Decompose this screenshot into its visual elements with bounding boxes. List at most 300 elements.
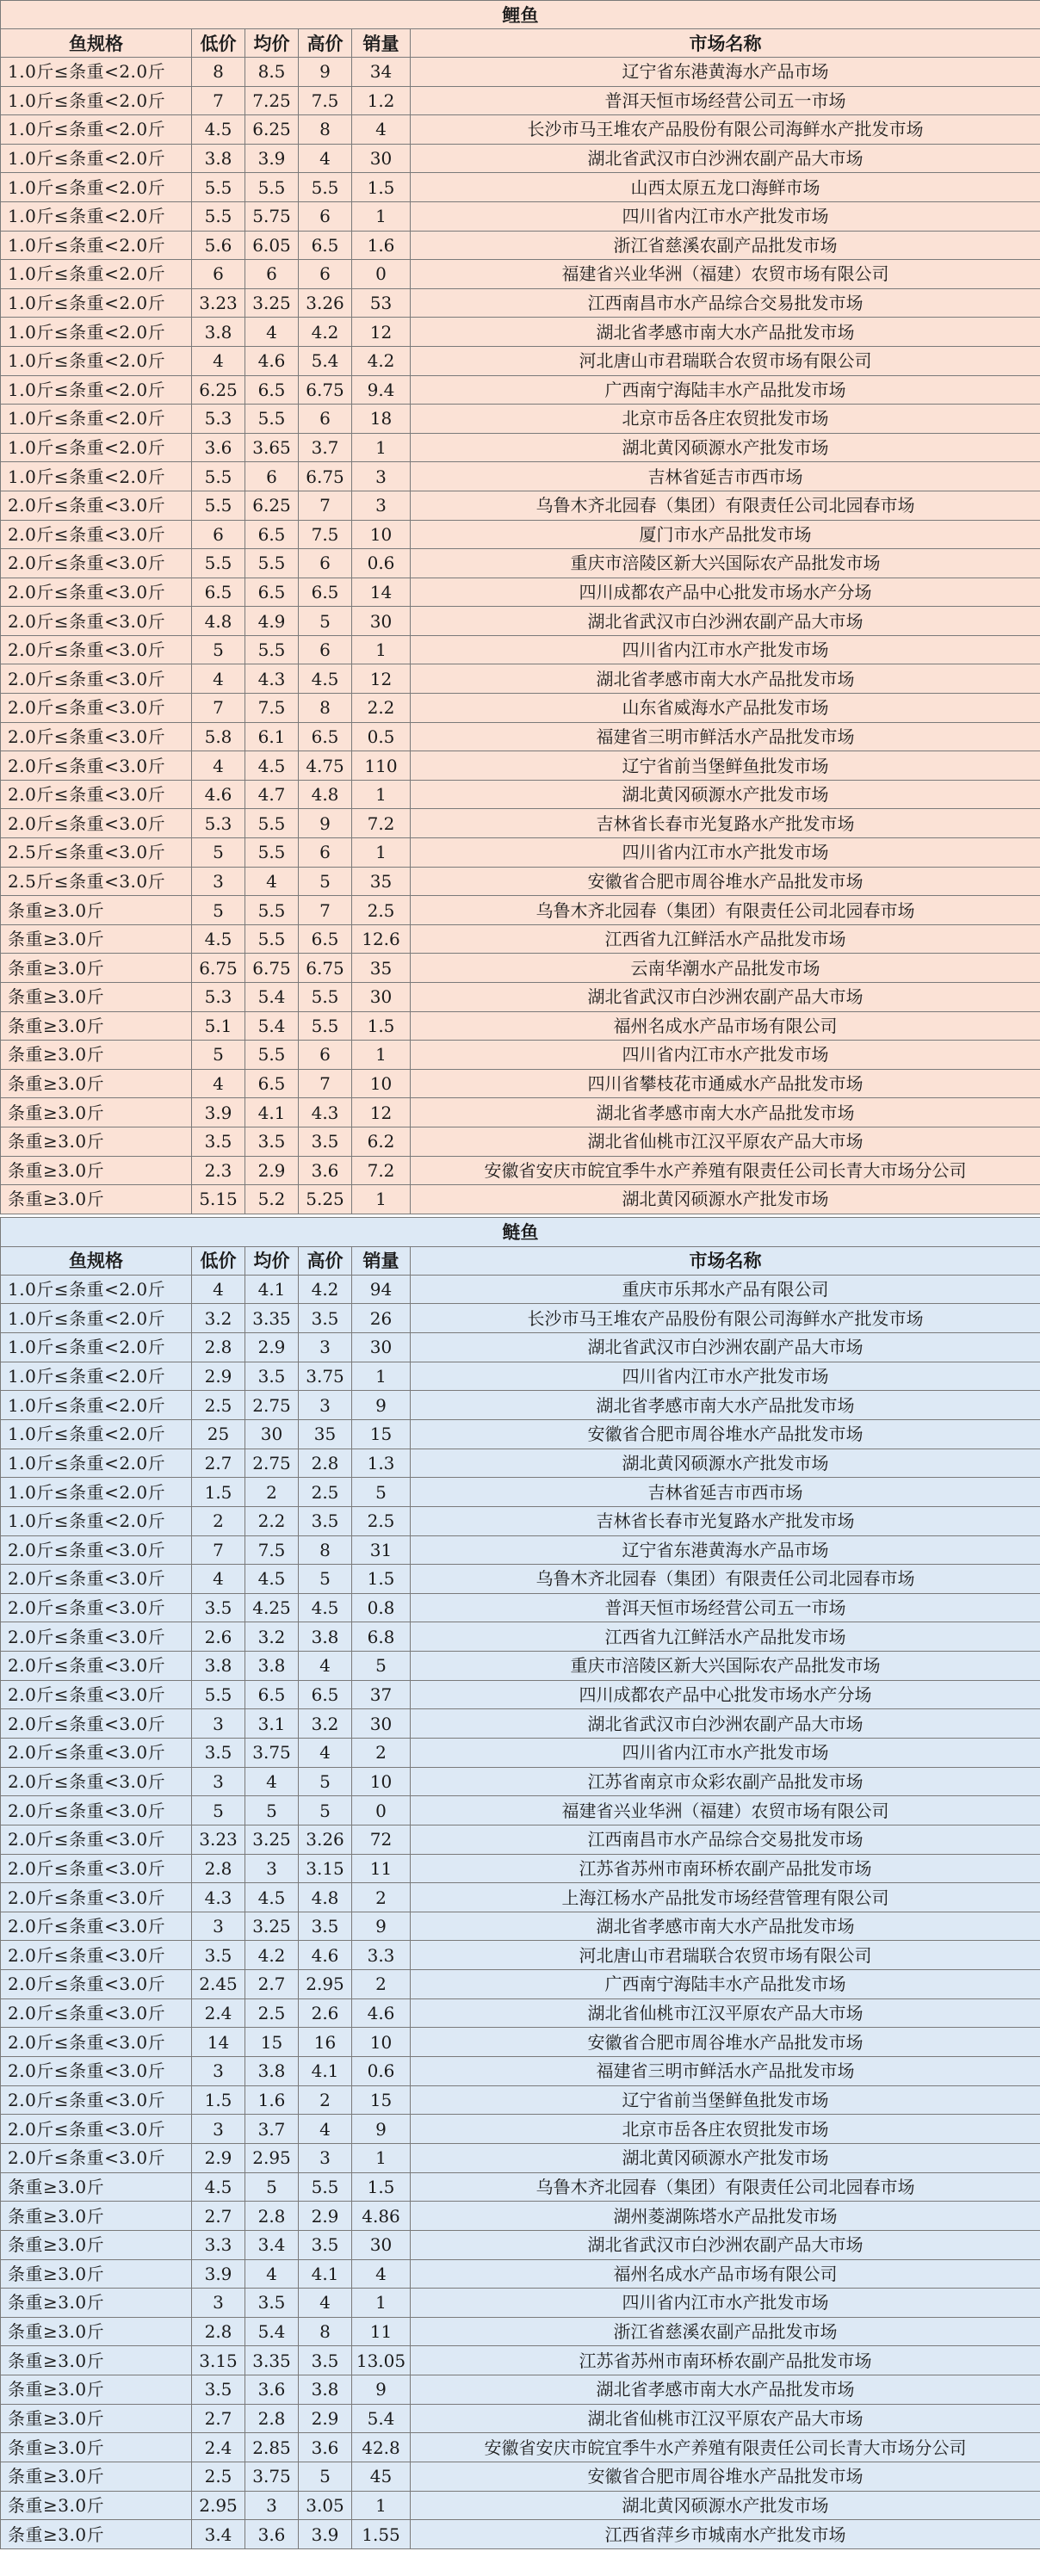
cell-avg-price: 3.4 xyxy=(245,2230,299,2259)
cell-spec: 2.0斤≤条重<3.0斤 xyxy=(1,1652,192,1681)
cell-avg-price: 4 xyxy=(245,1767,299,1796)
cell-volume: 30 xyxy=(352,1333,411,1362)
cell-volume: 15 xyxy=(352,1419,411,1449)
cell-market: 四川省攀枝花市通威水产品批发市场 xyxy=(411,1069,1040,1098)
table-row xyxy=(1,346,1040,375)
cell-high-price: 6.75 xyxy=(299,462,352,491)
cell-spec: 2.5斤≤条重<3.0斤 xyxy=(1,838,192,868)
cell-avg-price: 5.4 xyxy=(245,2317,299,2346)
cell-volume: 1.6 xyxy=(352,231,411,260)
cell-avg-price: 3.75 xyxy=(245,2462,299,2492)
cell-avg-price: 5.75 xyxy=(245,201,299,231)
table-row xyxy=(1,1825,1040,1854)
cell-low-price: 2.8 xyxy=(192,1854,245,1883)
table-row xyxy=(1,1680,1040,1709)
table-row xyxy=(1,1739,1040,1768)
cell-spec: 1.0斤≤条重<2.0斤 xyxy=(1,173,192,202)
cell-high-price: 8 xyxy=(299,2317,352,2346)
cell-spec: 条重≥3.0斤 xyxy=(1,2289,192,2318)
table-row xyxy=(1,983,1040,1012)
cell-market: 江西省九江鲜活水产品批发市场 xyxy=(411,1622,1040,1652)
cell-avg-price: 4.1 xyxy=(245,1098,299,1127)
cell-market: 乌鲁木齐北园春（集团）有限责任公司北园春市场 xyxy=(411,1565,1040,1594)
cell-market: 辽宁省前当堡鲜鱼批发市场 xyxy=(411,751,1040,781)
cell-high-price: 3.8 xyxy=(299,1622,352,1652)
cell-spec: 1.0斤≤条重<2.0斤 xyxy=(1,1362,192,1391)
cell-market: 福建省三明市鲜活水产品批发市场 xyxy=(411,2057,1040,2086)
cell-market: 重庆市涪陵区新大兴国际农产品批发市场 xyxy=(411,549,1040,578)
cell-low-price: 3.9 xyxy=(192,2259,245,2289)
table-row xyxy=(1,405,1040,434)
cell-high-price: 6 xyxy=(299,201,352,231)
cell-high-price: 3.7 xyxy=(299,433,352,462)
cell-market: 湖北省武汉市白沙洲农副产品大市场 xyxy=(411,1333,1040,1362)
cell-low-price: 3.15 xyxy=(192,2346,245,2375)
cell-high-price: 4 xyxy=(299,144,352,173)
cell-market: 湖北省孝感市南大水产品批发市场 xyxy=(411,1098,1040,1127)
cell-avg-price: 3.35 xyxy=(245,2346,299,2375)
cell-high-price: 4.5 xyxy=(299,1593,352,1622)
cell-low-price: 4.3 xyxy=(192,1883,245,1912)
cell-low-price: 3 xyxy=(192,2057,245,2086)
table-row xyxy=(1,1275,1040,1304)
cell-market: 湖北省武汉市白沙洲农副产品大市场 xyxy=(411,607,1040,636)
cell-spec: 1.0斤≤条重<2.0斤 xyxy=(1,1333,192,1362)
cell-spec: 条重≥3.0斤 xyxy=(1,2404,192,2433)
cell-spec: 2.0斤≤条重<3.0斤 xyxy=(1,1941,192,1970)
cell-avg-price: 3 xyxy=(245,2491,299,2520)
table-row xyxy=(1,375,1040,405)
cell-low-price: 6 xyxy=(192,260,245,289)
cell-market: 湖北黄冈硕源水产批发市场 xyxy=(411,2491,1040,2520)
cell-market: 湖北黄冈硕源水产批发市场 xyxy=(411,433,1040,462)
cell-high-price: 4.75 xyxy=(299,751,352,781)
cell-spec: 1.0斤≤条重<2.0斤 xyxy=(1,1304,192,1333)
cell-volume: 1.2 xyxy=(352,86,411,115)
cell-high-price: 5 xyxy=(299,1767,352,1796)
cell-low-price: 5.1 xyxy=(192,1011,245,1041)
cell-market: 湖北省孝感市南大水产品批发市场 xyxy=(411,2375,1040,2405)
cell-avg-price: 4 xyxy=(245,318,299,347)
cell-market: 长沙市马王堆农产品股份有限公司海鲜水产批发市场 xyxy=(411,115,1040,145)
cell-volume: 4.86 xyxy=(352,2202,411,2231)
cell-avg-price: 5.5 xyxy=(245,173,299,202)
cell-spec: 2.0斤≤条重<3.0斤 xyxy=(1,1796,192,1825)
table-row xyxy=(1,201,1040,231)
cell-volume: 9 xyxy=(352,2375,411,2405)
table-row xyxy=(1,751,1040,781)
cell-low-price: 3.5 xyxy=(192,2375,245,2405)
cell-market: 广西南宁海陆丰水产品批发市场 xyxy=(411,1970,1040,1999)
cell-low-price: 4 xyxy=(192,1275,245,1304)
cell-high-price: 6 xyxy=(299,260,352,289)
cell-volume: 1.55 xyxy=(352,2520,411,2549)
cell-high-price: 3.2 xyxy=(299,1709,352,1739)
cell-high-price: 5.5 xyxy=(299,1011,352,1041)
cell-spec: 2.0斤≤条重<3.0斤 xyxy=(1,607,192,636)
cell-market: 北京市岳各庄农贸批发市场 xyxy=(411,405,1040,434)
cell-high-price: 3.75 xyxy=(299,1362,352,1391)
cell-high-price: 6 xyxy=(299,549,352,578)
cell-low-price: 4 xyxy=(192,346,245,375)
cell-spec: 2.0斤≤条重<3.0斤 xyxy=(1,2115,192,2144)
cell-low-price: 2.9 xyxy=(192,1362,245,1391)
cell-spec: 2.0斤≤条重<3.0斤 xyxy=(1,722,192,751)
cell-high-price: 2 xyxy=(299,2085,352,2115)
cell-high-price: 5 xyxy=(299,2462,352,2492)
cell-market: 安徽省合肥市周谷堆水产品批发市场 xyxy=(411,2028,1040,2057)
cell-spec: 条重≥3.0斤 xyxy=(1,1041,192,1070)
cell-volume: 9 xyxy=(352,1912,411,1941)
cell-avg-price: 2.75 xyxy=(245,1449,299,1478)
cell-market: 湖北黄冈硕源水产批发市场 xyxy=(411,1185,1040,1214)
cell-avg-price: 5.5 xyxy=(245,635,299,664)
cell-market: 长沙市马王堆农产品股份有限公司海鲜水产批发市场 xyxy=(411,1304,1040,1333)
cell-spec: 条重≥3.0斤 xyxy=(1,1127,192,1156)
cell-high-price: 7 xyxy=(299,896,352,925)
cell-spec: 1.0斤≤条重<2.0斤 xyxy=(1,462,192,491)
cell-avg-price: 4.1 xyxy=(245,1275,299,1304)
table-row xyxy=(1,1767,1040,1796)
cell-avg-price: 2.2 xyxy=(245,1506,299,1535)
cell-avg-price: 3.5 xyxy=(245,1362,299,1391)
cell-spec: 条重≥3.0斤 xyxy=(1,2230,192,2259)
cell-volume: 31 xyxy=(352,1535,411,1565)
cell-avg-price: 6.75 xyxy=(245,954,299,983)
cell-low-price: 3.5 xyxy=(192,1941,245,1970)
cell-high-price: 4 xyxy=(299,2115,352,2144)
header-low: 低价 xyxy=(192,1246,245,1275)
cell-volume: 1 xyxy=(352,433,411,462)
cell-avg-price: 3.8 xyxy=(245,1652,299,1681)
table-row xyxy=(1,954,1040,983)
cell-spec: 条重≥3.0斤 xyxy=(1,2520,192,2549)
cell-spec: 1.0斤≤条重<2.0斤 xyxy=(1,115,192,145)
table-row xyxy=(1,1304,1040,1333)
cell-high-price: 4.1 xyxy=(299,2057,352,2086)
cell-market: 湖北省孝感市南大水产品批发市场 xyxy=(411,318,1040,347)
cell-low-price: 2.3 xyxy=(192,1156,245,1185)
cell-high-price: 8 xyxy=(299,115,352,145)
cell-low-price: 2.7 xyxy=(192,2202,245,2231)
cell-avg-price: 6.25 xyxy=(245,491,299,520)
cell-spec: 1.0斤≤条重<2.0斤 xyxy=(1,1449,192,1478)
cell-avg-price: 2.85 xyxy=(245,2433,299,2462)
cell-low-price: 5 xyxy=(192,896,245,925)
cell-market: 湖北黄冈硕源水产批发市场 xyxy=(411,2143,1040,2172)
cell-spec: 2.0斤≤条重<3.0斤 xyxy=(1,694,192,723)
cell-low-price: 3.4 xyxy=(192,2520,245,2549)
cell-market: 吉林省长春市光复路水产批发市场 xyxy=(411,1506,1040,1535)
cell-avg-price: 2.95 xyxy=(245,2143,299,2172)
table-row xyxy=(1,1041,1040,1070)
cell-volume: 42.8 xyxy=(352,2433,411,2462)
cell-spec: 2.0斤≤条重<3.0斤 xyxy=(1,1709,192,1739)
cell-high-price: 3.15 xyxy=(299,1854,352,1883)
table-row xyxy=(1,2115,1040,2144)
cell-high-price: 2.9 xyxy=(299,2404,352,2433)
cell-high-price: 3.5 xyxy=(299,1912,352,1941)
cell-high-price: 4 xyxy=(299,2289,352,2318)
table-row xyxy=(1,1970,1040,1999)
table-row xyxy=(1,780,1040,809)
table-row xyxy=(1,607,1040,636)
cell-avg-price: 5 xyxy=(245,1796,299,1825)
cell-high-price: 3.9 xyxy=(299,2520,352,2549)
cell-high-price: 3 xyxy=(299,1391,352,1420)
cell-market: 乌鲁木齐北园春（集团）有限责任公司北园春市场 xyxy=(411,896,1040,925)
cell-high-price: 7 xyxy=(299,491,352,520)
cell-spec: 1.0斤≤条重<2.0斤 xyxy=(1,201,192,231)
cell-volume: 1 xyxy=(352,1041,411,1070)
table-row xyxy=(1,549,1040,578)
cell-low-price: 7 xyxy=(192,694,245,723)
cell-high-price: 3.5 xyxy=(299,2230,352,2259)
cell-market: 吉林省长春市光复路水产批发市场 xyxy=(411,809,1040,838)
cell-avg-price: 5.5 xyxy=(245,549,299,578)
cell-avg-price: 8.5 xyxy=(245,58,299,87)
cell-avg-price: 4.7 xyxy=(245,780,299,809)
cell-low-price: 2.5 xyxy=(192,1391,245,1420)
table-row xyxy=(1,318,1040,347)
cell-high-price: 6 xyxy=(299,838,352,868)
cell-avg-price: 4.6 xyxy=(245,346,299,375)
cell-market: 湖北省仙桃市江汉平原农产品大市场 xyxy=(411,1998,1040,2028)
cell-spec: 条重≥3.0斤 xyxy=(1,2259,192,2289)
table-row xyxy=(1,635,1040,664)
cell-low-price: 3.9 xyxy=(192,1098,245,1127)
cell-market: 江西南昌市水产品综合交易批发市场 xyxy=(411,288,1040,318)
cell-low-price: 5 xyxy=(192,1041,245,1070)
cell-market: 上海江杨水产品批发市场经营管理有限公司 xyxy=(411,1883,1040,1912)
table-row xyxy=(1,1098,1040,1127)
cell-volume: 9 xyxy=(352,1391,411,1420)
table-row xyxy=(1,1912,1040,1941)
table-row xyxy=(1,2202,1040,2231)
cell-volume: 0.6 xyxy=(352,549,411,578)
cell-spec: 2.0斤≤条重<3.0斤 xyxy=(1,1680,192,1709)
table-row xyxy=(1,1709,1040,1739)
table-row xyxy=(1,2317,1040,2346)
cell-volume: 2 xyxy=(352,1739,411,1768)
cell-high-price: 8 xyxy=(299,694,352,723)
cell-spec: 1.0斤≤条重<2.0斤 xyxy=(1,375,192,405)
table-row xyxy=(1,231,1040,260)
cell-low-price: 3 xyxy=(192,1912,245,1941)
cell-avg-price: 2.9 xyxy=(245,1333,299,1362)
table-row xyxy=(1,1565,1040,1594)
cell-market: 四川成都农产品中心批发市场水产分场 xyxy=(411,1680,1040,1709)
table-row xyxy=(1,1127,1040,1156)
cell-market: 湖北省仙桃市江汉平原农产品大市场 xyxy=(411,1127,1040,1156)
cell-avg-price: 5.4 xyxy=(245,1011,299,1041)
cell-market: 云南华潮水产品批发市场 xyxy=(411,954,1040,983)
cell-low-price: 2.4 xyxy=(192,2433,245,2462)
cell-avg-price: 6.1 xyxy=(245,722,299,751)
cell-avg-price: 7.5 xyxy=(245,694,299,723)
cell-volume: 1 xyxy=(352,1362,411,1391)
cell-spec: 条重≥3.0斤 xyxy=(1,954,192,983)
cell-avg-price: 3.25 xyxy=(245,1825,299,1854)
cell-low-price: 3.8 xyxy=(192,1652,245,1681)
cell-low-price: 5.6 xyxy=(192,231,245,260)
table-row xyxy=(1,838,1040,868)
cell-market: 四川省内江市水产批发市场 xyxy=(411,201,1040,231)
cell-spec: 条重≥3.0斤 xyxy=(1,896,192,925)
cell-high-price: 4.3 xyxy=(299,1098,352,1127)
cell-market: 乌鲁木齐北园春（集团）有限责任公司北园春市场 xyxy=(411,491,1040,520)
cell-spec: 1.0斤≤条重<2.0斤 xyxy=(1,86,192,115)
cell-high-price: 5.4 xyxy=(299,346,352,375)
cell-spec: 1.0斤≤条重<2.0斤 xyxy=(1,318,192,347)
cell-volume: 10 xyxy=(352,520,411,549)
cell-spec: 条重≥3.0斤 xyxy=(1,2317,192,2346)
cell-spec: 1.0斤≤条重<2.0斤 xyxy=(1,288,192,318)
cell-market: 四川省内江市水产批发市场 xyxy=(411,2289,1040,2318)
cell-low-price: 5 xyxy=(192,635,245,664)
cell-low-price: 3.5 xyxy=(192,1593,245,1622)
cell-spec: 条重≥3.0斤 xyxy=(1,2433,192,2462)
cell-volume: 1 xyxy=(352,635,411,664)
cell-avg-price: 5.5 xyxy=(245,838,299,868)
cell-high-price: 4.1 xyxy=(299,2259,352,2289)
cell-low-price: 5.3 xyxy=(192,983,245,1012)
cell-volume: 4 xyxy=(352,115,411,145)
cell-low-price: 3.2 xyxy=(192,1304,245,1333)
cell-high-price: 2.8 xyxy=(299,1449,352,1478)
cell-market: 四川省内江市水产批发市场 xyxy=(411,1362,1040,1391)
cell-spec: 条重≥3.0斤 xyxy=(1,2202,192,2231)
cell-market: 辽宁省东港黄海水产品市场 xyxy=(411,1535,1040,1565)
cell-market: 安徽省合肥市周谷堆水产品批发市场 xyxy=(411,2462,1040,2492)
cell-market: 广西南宁海陆丰水产品批发市场 xyxy=(411,375,1040,405)
cell-volume: 14 xyxy=(352,578,411,607)
cell-market: 安徽省合肥市周谷堆水产品批发市场 xyxy=(411,1419,1040,1449)
cell-market: 河北唐山市君瑞联合农贸市场有限公司 xyxy=(411,346,1040,375)
table-row xyxy=(1,2230,1040,2259)
cell-spec: 条重≥3.0斤 xyxy=(1,2491,192,2520)
table-row xyxy=(1,1622,1040,1652)
table-row xyxy=(1,664,1040,694)
cell-low-price: 5.5 xyxy=(192,549,245,578)
cell-avg-price: 4 xyxy=(245,867,299,896)
cell-high-price: 4.2 xyxy=(299,1275,352,1304)
cell-volume: 3 xyxy=(352,462,411,491)
cell-low-price: 3.23 xyxy=(192,1825,245,1854)
cell-market: 辽宁省东港黄海水产品市场 xyxy=(411,58,1040,87)
table-row xyxy=(1,1419,1040,1449)
cell-market: 普洱天恒市场经营公司五一市场 xyxy=(411,86,1040,115)
cell-avg-price: 3.25 xyxy=(245,288,299,318)
cell-avg-price: 2 xyxy=(245,1478,299,1507)
cell-avg-price: 5.2 xyxy=(245,1185,299,1214)
cell-high-price: 3.5 xyxy=(299,2346,352,2375)
cell-avg-price: 6.5 xyxy=(245,1680,299,1709)
cell-high-price: 4 xyxy=(299,1652,352,1681)
cell-market: 厦门市水产品批发市场 xyxy=(411,520,1040,549)
cell-market: 湖北省孝感市南大水产品批发市场 xyxy=(411,1912,1040,1941)
cell-volume: 7.2 xyxy=(352,809,411,838)
table-row xyxy=(1,2433,1040,2462)
cell-low-price: 4.8 xyxy=(192,607,245,636)
table-row xyxy=(1,809,1040,838)
cell-market: 吉林省延吉市西市场 xyxy=(411,1478,1040,1507)
cell-avg-price: 5.4 xyxy=(245,983,299,1012)
cell-market: 福建省兴业华洲（福建）农贸市场有限公司 xyxy=(411,260,1040,289)
cell-high-price: 7 xyxy=(299,1069,352,1098)
cell-avg-price: 4 xyxy=(245,2259,299,2289)
cell-market: 北京市岳各庄农贸批发市场 xyxy=(411,2115,1040,2144)
cell-volume: 3 xyxy=(352,491,411,520)
cell-volume: 2.5 xyxy=(352,896,411,925)
table-row xyxy=(1,1156,1040,1185)
cell-volume: 10 xyxy=(352,2028,411,2057)
cell-market: 重庆市乐邦水产品有限公司 xyxy=(411,1275,1040,1304)
cell-spec: 2.0斤≤条重<3.0斤 xyxy=(1,809,192,838)
cell-avg-price: 3 xyxy=(245,1854,299,1883)
cell-spec: 2.0斤≤条重<3.0斤 xyxy=(1,2085,192,2115)
cell-avg-price: 3.6 xyxy=(245,2520,299,2549)
cell-market: 福建省三明市鲜活水产品批发市场 xyxy=(411,722,1040,751)
cell-spec: 1.0斤≤条重<2.0斤 xyxy=(1,231,192,260)
cell-low-price: 2.5 xyxy=(192,2462,245,2492)
table-row xyxy=(1,1941,1040,1970)
cell-low-price: 3.5 xyxy=(192,1127,245,1156)
table-row xyxy=(1,2143,1040,2172)
cell-low-price: 3.8 xyxy=(192,318,245,347)
table-header-row xyxy=(1,1246,1040,1275)
table-row xyxy=(1,694,1040,723)
cell-spec: 2.0斤≤条重<3.0斤 xyxy=(1,1998,192,2028)
table-row xyxy=(1,58,1040,87)
cell-volume: 37 xyxy=(352,1680,411,1709)
header-avg: 均价 xyxy=(245,1246,299,1275)
cell-spec: 条重≥3.0斤 xyxy=(1,2462,192,2492)
cell-low-price: 5.3 xyxy=(192,809,245,838)
price-table xyxy=(0,0,1040,1214)
cell-low-price: 5.5 xyxy=(192,462,245,491)
cell-spec: 2.0斤≤条重<3.0斤 xyxy=(1,635,192,664)
cell-market: 四川省内江市水产批发市场 xyxy=(411,635,1040,664)
cell-market: 吉林省延吉市西市场 xyxy=(411,462,1040,491)
cell-spec: 2.0斤≤条重<3.0斤 xyxy=(1,1622,192,1652)
cell-market: 江苏省苏州市南环桥农副产品批发市场 xyxy=(411,1854,1040,1883)
cell-avg-price: 4.3 xyxy=(245,664,299,694)
cell-spec: 1.0斤≤条重<2.0斤 xyxy=(1,1419,192,1449)
cell-spec: 2.0斤≤条重<3.0斤 xyxy=(1,1883,192,1912)
cell-market: 四川省内江市水产批发市场 xyxy=(411,1739,1040,1768)
cell-volume: 1 xyxy=(352,2289,411,2318)
table-row xyxy=(1,1391,1040,1420)
cell-spec: 条重≥3.0斤 xyxy=(1,1098,192,1127)
cell-avg-price: 5.5 xyxy=(245,405,299,434)
cell-high-price: 4.8 xyxy=(299,1883,352,1912)
table-row xyxy=(1,2289,1040,2318)
cell-market: 湖北省孝感市南大水产品批发市场 xyxy=(411,664,1040,694)
cell-avg-price: 2.75 xyxy=(245,1391,299,1420)
cell-volume: 5 xyxy=(352,1478,411,1507)
cell-spec: 1.0斤≤条重<2.0斤 xyxy=(1,1506,192,1535)
cell-low-price: 2 xyxy=(192,1506,245,1535)
table-row xyxy=(1,1593,1040,1622)
cell-low-price: 3.5 xyxy=(192,1739,245,1768)
cell-low-price: 5.5 xyxy=(192,1680,245,1709)
table-title-row xyxy=(1,1217,1040,1246)
cell-avg-price: 5.5 xyxy=(245,1041,299,1070)
cell-avg-price: 30 xyxy=(245,1419,299,1449)
cell-avg-price: 7.5 xyxy=(245,1535,299,1565)
cell-volume: 15 xyxy=(352,2085,411,2115)
